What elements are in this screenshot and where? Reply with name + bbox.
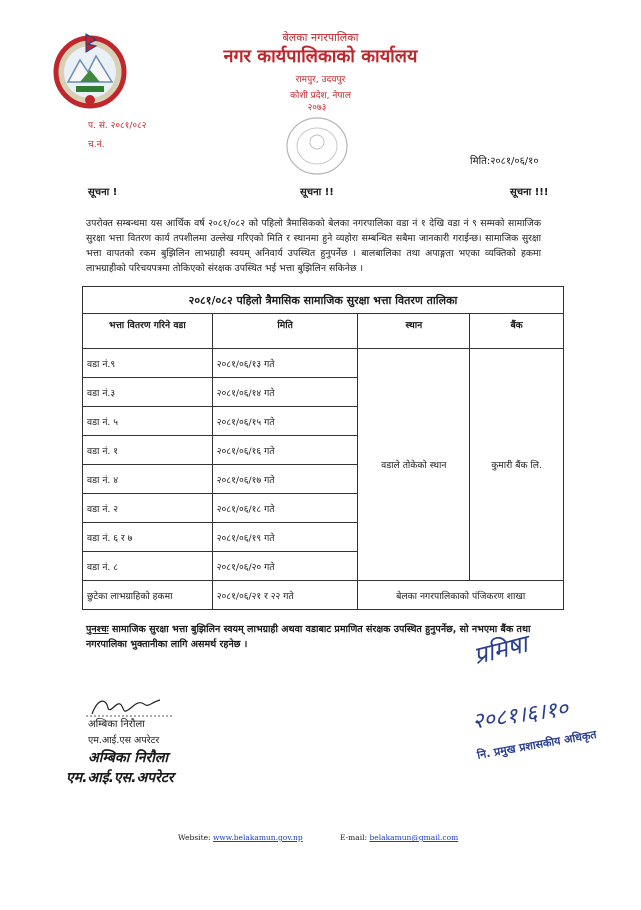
ward-cell: वडा नं.९ [83, 349, 213, 378]
left-signatory-name: अम्बिका निरौला [88, 719, 145, 730]
municipality-name-small: बेलका नगरपालिका [282, 31, 359, 44]
postscript-label: पुनश्चः [86, 624, 109, 635]
office-seal-stamp [280, 100, 354, 180]
date-cell: २०८१/०६/२० गते [212, 552, 358, 581]
date-cell: २०८१/०६/१७ गते [212, 465, 358, 494]
email-label: E-mail: [340, 833, 368, 842]
ward-cell: वडा नं. ८ [83, 552, 213, 581]
document-date: मिति:२०८१/०६/१० [470, 156, 539, 167]
ward-cell: वडा नं. ६ र ७ [83, 523, 213, 552]
email-link[interactable]: belakamun@gmail.com [369, 833, 459, 842]
dispatch-number: च.नं. [88, 140, 105, 150]
ward-cell: वडा नं. १ [83, 436, 213, 465]
ward-cell: वडा नं. ५ [83, 407, 213, 436]
distribution-schedule-table [82, 286, 564, 610]
left-signatory-title: एम.आई.एस अपरेटर [88, 735, 160, 746]
notice-paragraph: उपरोक्त सम्बन्धमा यस आर्थिक वर्ष २०८१/०८२ को पहिलो त्रैमासिकको बेलका नगरपालिका वडा नं १ देखि वडा नं ९ सम्मको सामाजिक सुरक्षा भत्ता वितरण कार्य तपशीलमा उल्लेख गरिएको मिति र स्थानमा हुने व्यहोरा सम्बन्धित सबैमा जानकारी गराईन्छ। सामाजिक सुरक्षा भत्ता वापतको रकम बुझिलिन लाभग्राही स्वयम् अनिवार्य उपस्थित हुनुपर्नेछ । बालबालिका तथा अपाङ्गता भएका व्यक्तिको हकमा लाभग्राहीको परिचयपत्रमा तोकिएको संरक्षक उपस्थित भई भत्ता बुझिलिन सकिनेछ । [86, 218, 541, 274]
table-header-row [83, 314, 564, 349]
date-cell: २०८१/०६/१९ गते [212, 523, 358, 552]
postscript-text: सामाजिक सुरक्षा भत्ता बुझिलिन स्वयम् लाभग्राही अथवा वडाबाट प्रमाणित संरक्षक उपस्थित हुनुपर्नेछ, सो नभएमा बैंक तथा नगरपालिका भुक्तानीका लागि असमर्थ रहनेछ । [86, 624, 531, 650]
website-label: Website: [178, 833, 211, 842]
date-cell: २०८१/०६/१५ गते [212, 407, 358, 436]
ward-cell: छुटेका लाभग्राहिको हकमा [83, 581, 213, 610]
column-header-bank: बैंक [470, 314, 564, 349]
date-cell: २०८१/०६/१८ गते [212, 494, 358, 523]
table-title-row [83, 287, 564, 314]
table-row [83, 349, 564, 378]
notice-heading-right: सूचना !!! [510, 187, 549, 198]
column-header-date: मिति [212, 314, 358, 349]
column-header-place: स्थान [358, 314, 470, 349]
date-cell: २०८१/०६/१६ गते [212, 436, 358, 465]
date-cell: २०८१/०६/१३ गते [212, 349, 358, 378]
right-handwritten-signature: प्रमिषा [470, 629, 531, 671]
website-link[interactable]: www.belakamun.gov.np [212, 833, 303, 842]
office-name: नगर कार्यपालिकाको कार्यालय [223, 46, 418, 67]
footer-email [340, 833, 458, 842]
date-cell: २०८१/०६/२१ र २२ गते [212, 581, 358, 610]
footer-website [178, 833, 303, 842]
ward-cell: वडा नं. २ [83, 494, 213, 523]
bank-cell: कुमारी बैंक लि. [470, 349, 564, 581]
date-cell: २०८१/०६/१४ गते [212, 378, 358, 407]
ward-cell: वडा नं.३ [83, 378, 213, 407]
right-handwritten-date: २०८१।६।१० [470, 696, 570, 735]
table-row-remaining-beneficiaries [83, 581, 564, 610]
address-line-1: रामपुर, उदयपुर [295, 75, 346, 85]
ward-cell: वडा नं. ४ [83, 465, 213, 494]
address-line-2: कोशी प्रदेश, नेपाल [290, 91, 351, 101]
table-title: २०८१/०८२ पहिलो त्रैमासिक सामाजिक सुरक्षा भत्ता वितरण तालिका [83, 287, 564, 314]
left-signatory-title-stamp: एम.आई.एस.अपरेटर [66, 770, 174, 786]
column-header-ward: भत्ता वितरण गरिने वडा [83, 314, 213, 349]
notice-heading-center: सूचना !! [300, 187, 334, 198]
place-cell: वडाले तोकेको स्थान [358, 349, 470, 581]
notice-heading-left: सूचना ! [88, 187, 118, 198]
svg-text:२०७३: २०७३ [307, 103, 327, 113]
letter-number: प. सं. २०८१/०८२ [88, 121, 147, 131]
left-signatory-name-stamp: अम्बिका निरौला [88, 750, 168, 766]
right-signatory-title-stamp: नि. प्रमुख प्रशासकीय अधिकृत [476, 727, 598, 762]
place-cell: बेलका नगरपालिकाको पंजिकरण शाखा [358, 581, 564, 610]
